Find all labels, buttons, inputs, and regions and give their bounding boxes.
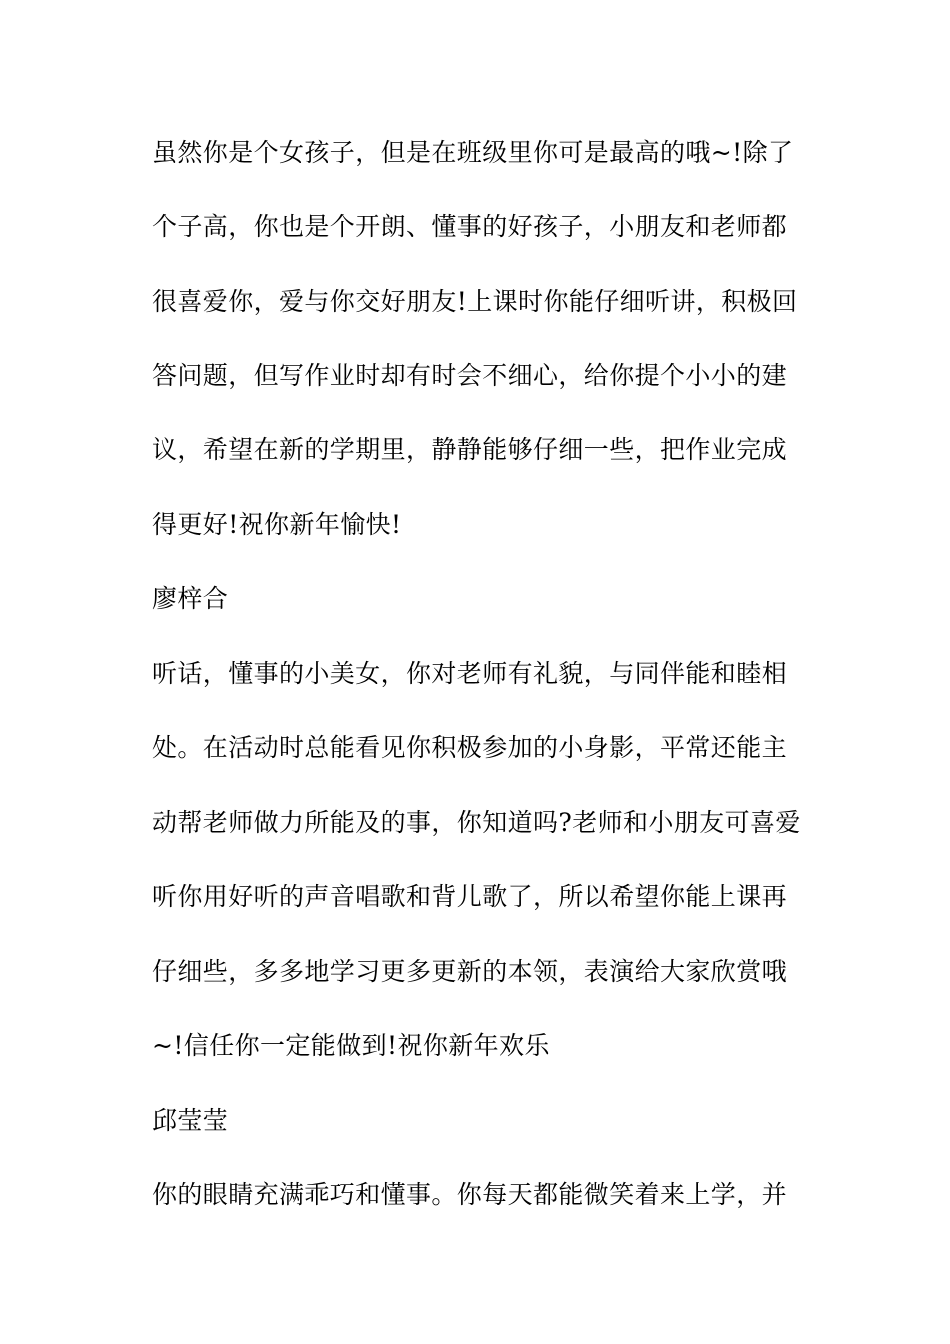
- paragraph-2-line-3: 动帮老师做力所能及的事，你知道吗?老师和小朋友可喜爱: [152, 808, 801, 837]
- paragraph-3-line-1: 你的眼睛充满乖巧和懂事。你每天都能微笑着来上学，并: [152, 1180, 788, 1209]
- paragraph-1-line-3: 很喜爱你，爱与你交好朋友!上课时你能仔细听讲，积极回: [152, 287, 798, 316]
- paragraph-2-line-6: ~!信任你一定能做到!祝你新年欢乐: [152, 1031, 550, 1060]
- paragraph-2-line-4: 听你用好听的声音唱歌和背儿歌了，所以希望你能上课再: [152, 882, 788, 911]
- student-name-2: 邱莹莹: [152, 1106, 229, 1135]
- paragraph-1-line-5: 议，希望在新的学期里，静静能够仔细一些，把作业完成: [152, 435, 788, 464]
- paragraph-1-line-4: 答问题，但写作业时却有时会不细心，给你提个小小的建: [152, 361, 788, 390]
- paragraph-2-line-2: 处。在活动时总能看见你积极参加的小身影，平常还能主: [152, 733, 788, 762]
- student-name-1: 廖梓合: [152, 584, 229, 613]
- paragraph-1-line-1: 虽然你是个女孩子，但是在班级里你可是最高的哦~!除了: [152, 138, 794, 167]
- paragraph-2-line-5: 仔细些，多多地学习更多更新的本领，表演给大家欣赏哦: [152, 957, 788, 986]
- paragraph-2-line-1: 听话，懂事的小美女，你对老师有礼貌，与同伴能和睦相: [152, 659, 788, 688]
- paragraph-1-line-6: 得更好!祝你新年愉快!: [152, 510, 402, 539]
- paragraph-1-line-2: 个子高，你也是个开朗、懂事的好孩子，小朋友和老师都: [152, 212, 788, 241]
